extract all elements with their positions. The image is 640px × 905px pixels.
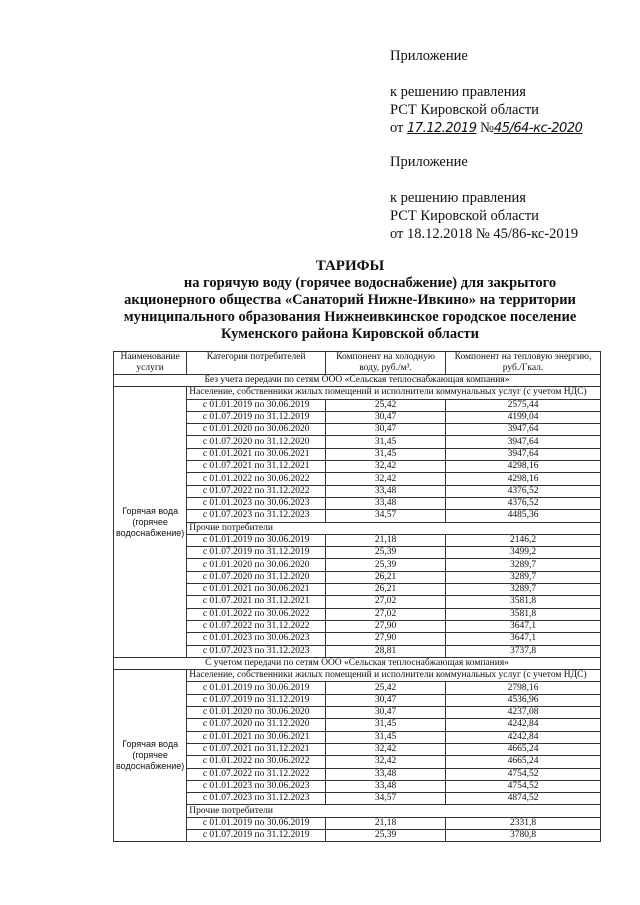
heat-cell: 2146,2: [446, 534, 601, 546]
heat-cell: 3947,64: [446, 436, 601, 448]
period-cell: с 01.07.2023 по 31.12.2023: [187, 645, 326, 657]
category-row: [114, 387, 601, 399]
table-row: [114, 436, 601, 448]
period-cell: с 01.01.2021 по 30.06.2021: [187, 584, 326, 596]
table-row: [114, 584, 601, 596]
cold-water-cell: 21,18: [326, 817, 446, 829]
period-cell: с 01.07.2022 по 31.12.2022: [187, 768, 326, 780]
table-row: [114, 829, 601, 841]
category-row: [114, 805, 601, 817]
title-heading: ТАРИФЫ: [315, 258, 385, 274]
header-cold-water: Компонент на холодную воду, руб./м³.: [326, 352, 446, 375]
appendix-line-1: к решению правления: [390, 84, 526, 100]
header-heat: Компонент на тепловую энергию, руб./Гкал.: [446, 352, 601, 375]
heat-cell: 3289,7: [446, 571, 601, 583]
heat-cell: 4298,16: [446, 461, 601, 473]
table-row: [114, 719, 601, 731]
title-line-1: на горячую воду (горячее водоснабжение) для закрытого: [183, 275, 557, 291]
cold-water-cell: 21,18: [326, 534, 446, 546]
section-title: С учетом передачи по сетям ООО «Сельская теплоснабжающая компания»: [114, 657, 601, 669]
period-cell: с 01.01.2022 по 30.06.2022: [187, 473, 326, 485]
period-cell: с 01.01.2019 по 30.06.2019: [187, 534, 326, 546]
heat-cell: 3947,64: [446, 424, 601, 436]
period-cell: с 01.07.2023 по 31.12.2023: [187, 510, 326, 522]
period-cell: с 01.01.2022 по 30.06.2022: [187, 756, 326, 768]
cold-water-cell: 27,90: [326, 620, 446, 632]
heat-cell: 3289,7: [446, 559, 601, 571]
table-row: [114, 694, 601, 706]
table-row: [114, 485, 601, 497]
table-row: [114, 780, 601, 792]
appendix-line-2: РСТ Кировской области: [390, 102, 539, 118]
heat-cell: 4376,52: [446, 497, 601, 509]
period-cell: с 01.07.2019 по 31.12.2019: [187, 694, 326, 706]
appendix-label: Приложение: [390, 154, 468, 170]
category-label: Прочие потребители: [187, 805, 601, 817]
period-cell: с 01.07.2022 по 31.12.2022: [187, 620, 326, 632]
table-row: [114, 411, 601, 423]
period-cell: с 01.01.2019 по 30.06.2019: [187, 817, 326, 829]
title-line-2: акционерного общества «Санаторий Нижне-Ивкино» на территории: [124, 292, 576, 308]
period-cell: с 01.01.2021 по 30.06.2021: [187, 448, 326, 460]
table-row: [114, 399, 601, 411]
appendix-line-2: РСТ Кировской области: [390, 208, 539, 224]
heat-cell: 4298,16: [446, 473, 601, 485]
period-cell: с 01.07.2021 по 31.12.2021: [187, 461, 326, 473]
table-row: [114, 645, 601, 657]
cold-water-cell: 34,57: [326, 793, 446, 805]
table-row: [114, 497, 601, 509]
table-row: [114, 707, 601, 719]
appendix-line-1: к решению правления: [390, 190, 526, 206]
title-line-4: Куменского района Кировской области: [220, 326, 480, 342]
table-row: [114, 756, 601, 768]
period-cell: с 01.07.2020 по 31.12.2020: [187, 436, 326, 448]
cold-water-cell: 33,48: [326, 497, 446, 509]
period-cell: с 01.07.2019 по 31.12.2019: [187, 829, 326, 841]
heat-cell: 4754,52: [446, 780, 601, 792]
heat-cell: 4485,36: [446, 510, 601, 522]
period-cell: с 01.07.2020 по 31.12.2020: [187, 571, 326, 583]
table-row: [114, 461, 601, 473]
period-cell: с 01.01.2023 по 30.06.2023: [187, 633, 326, 645]
heat-cell: 3499,2: [446, 547, 601, 559]
heat-cell: 4874,52: [446, 793, 601, 805]
cold-water-cell: 33,48: [326, 768, 446, 780]
cold-water-cell: 26,21: [326, 571, 446, 583]
heat-cell: 4376,52: [446, 485, 601, 497]
heat-cell: 4242,84: [446, 731, 601, 743]
table-row: [114, 596, 601, 608]
cold-water-cell: 33,48: [326, 485, 446, 497]
cold-water-cell: 27,02: [326, 596, 446, 608]
table-row: [114, 682, 601, 694]
period-cell: с 01.01.2020 по 30.06.2020: [187, 424, 326, 436]
cold-water-cell: 33,48: [326, 780, 446, 792]
document-title: [100, 258, 600, 343]
heat-cell: 2798,16: [446, 682, 601, 694]
period-cell: с 01.07.2019 по 31.12.2019: [187, 547, 326, 559]
cold-water-cell: 32,42: [326, 461, 446, 473]
cold-water-cell: 31,45: [326, 448, 446, 460]
header-category: Категория потребителей: [187, 352, 326, 375]
table-row: [114, 620, 601, 632]
category-label: Население, собственники жилых помещений и исполнители коммунальных услуг (с учетом НДС): [187, 670, 601, 682]
period-cell: с 01.01.2023 по 30.06.2023: [187, 780, 326, 792]
table-row: [114, 743, 601, 755]
heat-cell: 2575,44: [446, 399, 601, 411]
cold-water-cell: 31,45: [326, 719, 446, 731]
appendix-label: Приложение: [390, 48, 468, 64]
period-cell: с 01.07.2023 по 31.12.2023: [187, 793, 326, 805]
cold-water-cell: 32,42: [326, 743, 446, 755]
category-label: Население, собственники жилых помещений и исполнители коммунальных услуг (с учетом НДС): [187, 387, 601, 399]
table-header-row: [114, 352, 601, 375]
header-service: Наименование услуги: [114, 352, 187, 375]
heat-cell: 4199,04: [446, 411, 601, 423]
table-body: [114, 375, 601, 842]
period-cell: с 01.07.2022 по 31.12.2022: [187, 485, 326, 497]
heat-cell: 4536,96: [446, 694, 601, 706]
appendix-block-old: [390, 153, 578, 243]
title-line-3: муниципального образования Нижнеивкинское городское поселение: [123, 309, 577, 325]
appendix-block-new: [390, 47, 582, 138]
cold-water-cell: 25,39: [326, 829, 446, 841]
table-row: [114, 510, 601, 522]
cold-water-cell: 31,45: [326, 731, 446, 743]
section-title: Без учета передачи по сетям ООО «Сельская теплоснабжающая компания»: [114, 375, 601, 387]
table-row: [114, 448, 601, 460]
from-prefix: от: [390, 120, 404, 136]
cold-water-cell: 27,02: [326, 608, 446, 620]
handwritten-date: 17.12.2019: [407, 121, 477, 136]
handwritten-number: 45/64-кс-2020: [493, 121, 583, 136]
number-sign: №: [480, 120, 494, 136]
table-row: [114, 473, 601, 485]
cold-water-cell: 25,39: [326, 559, 446, 571]
table-row: [114, 793, 601, 805]
table-row: [114, 633, 601, 645]
period-cell: с 01.01.2021 по 30.06.2021: [187, 731, 326, 743]
category-label: Прочие потребители: [187, 522, 601, 534]
table-row: [114, 768, 601, 780]
heat-cell: 3647,1: [446, 620, 601, 632]
period-cell: с 01.07.2020 по 31.12.2020: [187, 719, 326, 731]
period-cell: с 01.01.2022 по 30.06.2022: [187, 608, 326, 620]
category-row: [114, 670, 601, 682]
table-row: [114, 559, 601, 571]
section-row: [114, 375, 601, 387]
table-row: [114, 547, 601, 559]
heat-cell: 3780,8: [446, 829, 601, 841]
cold-water-cell: 30,47: [326, 707, 446, 719]
cold-water-cell: 25,42: [326, 682, 446, 694]
table-row: [114, 608, 601, 620]
heat-cell: 4665,24: [446, 743, 601, 755]
heat-cell: 2331,8: [446, 817, 601, 829]
heat-cell: 3581,8: [446, 596, 601, 608]
heat-cell: 4237,08: [446, 707, 601, 719]
period-cell: с 01.01.2020 по 30.06.2020: [187, 707, 326, 719]
table-row: [114, 817, 601, 829]
period-cell: с 01.07.2019 по 31.12.2019: [187, 411, 326, 423]
table-row: [114, 534, 601, 546]
cold-water-cell: 25,39: [326, 547, 446, 559]
heat-cell: 4665,24: [446, 756, 601, 768]
tariffs-table: [113, 351, 601, 842]
cold-water-cell: 30,47: [326, 411, 446, 423]
cold-water-cell: 31,45: [326, 436, 446, 448]
cold-water-cell: 34,57: [326, 510, 446, 522]
heat-cell: 3581,8: [446, 608, 601, 620]
period-cell: с 01.01.2019 по 30.06.2019: [187, 399, 326, 411]
heat-cell: 3737,8: [446, 645, 601, 657]
cold-water-cell: 32,42: [326, 473, 446, 485]
service-name: Горячая вода (горячее водоснабжение): [114, 387, 187, 658]
cold-water-cell: 32,42: [326, 756, 446, 768]
cold-water-cell: 28,81: [326, 645, 446, 657]
period-cell: с 01.07.2021 по 31.12.2021: [187, 743, 326, 755]
cold-water-cell: 30,47: [326, 694, 446, 706]
section-row: [114, 657, 601, 669]
heat-cell: 3289,7: [446, 584, 601, 596]
table-row: [114, 571, 601, 583]
heat-cell: 3947,64: [446, 448, 601, 460]
cold-water-cell: 26,21: [326, 584, 446, 596]
service-name: Горячая вода (горячее водоснабжение): [114, 670, 187, 842]
category-row: [114, 522, 601, 534]
table-row: [114, 424, 601, 436]
cold-water-cell: 27,90: [326, 633, 446, 645]
period-cell: с 01.01.2023 по 30.06.2023: [187, 497, 326, 509]
cold-water-cell: 25,42: [326, 399, 446, 411]
period-cell: с 01.01.2020 по 30.06.2020: [187, 559, 326, 571]
appendix-line-3: [390, 119, 582, 138]
period-cell: с 01.01.2019 по 30.06.2019: [187, 682, 326, 694]
heat-cell: 3647,1: [446, 633, 601, 645]
appendix-line-3: от 18.12.2018 № 45/86-кс-2019: [390, 226, 579, 242]
heat-cell: 4242,84: [446, 719, 601, 731]
period-cell: с 01.07.2021 по 31.12.2021: [187, 596, 326, 608]
heat-cell: 4754,52: [446, 768, 601, 780]
cold-water-cell: 30,47: [326, 424, 446, 436]
table-row: [114, 731, 601, 743]
